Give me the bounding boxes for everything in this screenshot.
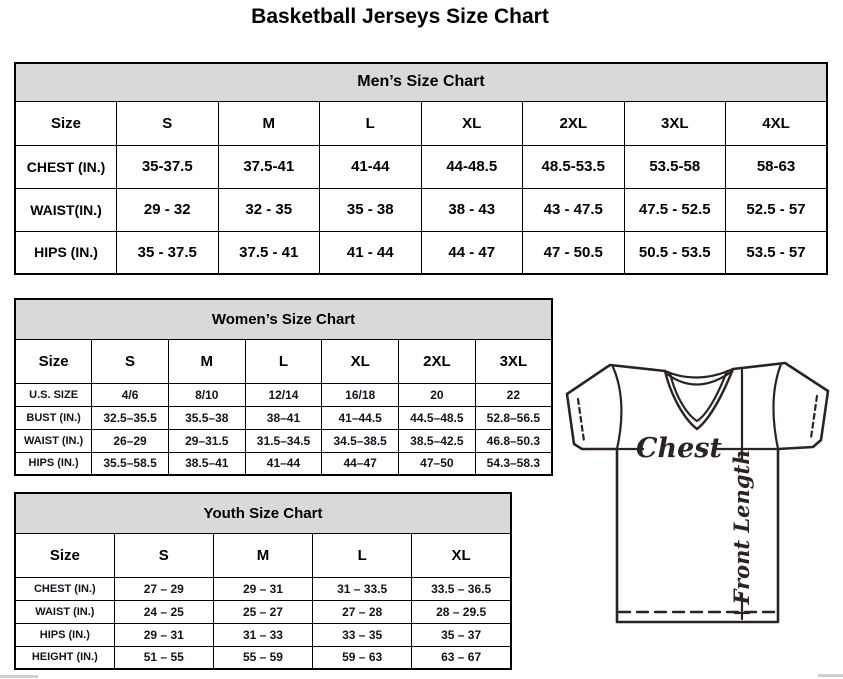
row-label: U.S. SIZE: [15, 383, 92, 406]
youth-size-table: [14, 492, 512, 670]
cell: 48.5-53.5: [523, 145, 625, 188]
cell: 44–47: [322, 452, 399, 475]
row-label: CHEST (IN.): [15, 577, 114, 600]
cell: 38–41: [245, 406, 322, 429]
cell: 38 - 43: [421, 188, 523, 231]
row-label: HEIGHT (IN.): [15, 646, 114, 669]
column-header: L: [245, 339, 322, 383]
cell: 35.5–58.5: [92, 452, 169, 475]
header-row: [15, 339, 552, 383]
table-row: [15, 383, 552, 406]
cell: 47 - 50.5: [523, 231, 625, 274]
cell: 12/14: [245, 383, 322, 406]
header-row: [15, 101, 827, 145]
column-header: 3XL: [624, 101, 726, 145]
column-header: M: [218, 101, 320, 145]
cell: 41 - 44: [320, 231, 422, 274]
row-label: BUST (IN.): [15, 406, 92, 429]
table-row: [15, 145, 827, 188]
cell: 31 – 33: [213, 623, 312, 646]
row-label: HIPS (IN.): [15, 623, 114, 646]
table-row: [15, 429, 552, 452]
page-title: Basketball Jerseys Size Chart: [251, 5, 549, 28]
cell: 38.5–41: [168, 452, 245, 475]
column-header: 4XL: [726, 101, 828, 145]
row-label: WAIST(IN.): [15, 188, 117, 231]
jersey-measurement-diagram: [556, 358, 843, 630]
row-label: HIPS (IN.): [15, 231, 117, 274]
column-header: S: [117, 101, 219, 145]
row-label: HIPS (IN.): [15, 452, 92, 475]
cell: 20: [399, 383, 476, 406]
bottom-right-scrollbar-fragment: [818, 674, 843, 677]
column-header: L: [320, 101, 422, 145]
womens-size-table: [14, 298, 553, 476]
cell: 27 – 28: [313, 600, 412, 623]
column-header: M: [213, 533, 312, 577]
cell: 43 - 47.5: [523, 188, 625, 231]
column-header: XL: [421, 101, 523, 145]
cell: 53.5 - 57: [726, 231, 828, 274]
left-armhole-seam: [613, 367, 621, 449]
cell: 32 - 35: [218, 188, 320, 231]
cell: 35 - 38: [320, 188, 422, 231]
cell: 26–29: [92, 429, 169, 452]
table-row: [15, 188, 827, 231]
cell: 47.5 - 52.5: [624, 188, 726, 231]
cell: 54.3–58.3: [475, 452, 552, 475]
table-row: [15, 577, 511, 600]
row-label: WAIST (IN.): [15, 600, 114, 623]
right-armhole-seam: [773, 364, 781, 449]
cell: 37.5-41: [218, 145, 320, 188]
cell: 16/18: [322, 383, 399, 406]
cell: 31 – 33.5: [313, 577, 412, 600]
column-header: 3XL: [475, 339, 552, 383]
cell: 33.5 – 36.5: [412, 577, 511, 600]
cell: 33 – 35: [313, 623, 412, 646]
cell: 41–44.5: [322, 406, 399, 429]
table-row: [15, 231, 827, 274]
column-header: S: [92, 339, 169, 383]
cell: 34.5–38.5: [322, 429, 399, 452]
cell: 8/10: [168, 383, 245, 406]
cell: 41–44: [245, 452, 322, 475]
table-row: [15, 406, 552, 429]
column-header: XL: [412, 533, 511, 577]
cell: 31.5–34.5: [245, 429, 322, 452]
cell: 55 – 59: [213, 646, 312, 669]
column-header: Size: [15, 101, 117, 145]
cell: 44 - 47: [421, 231, 523, 274]
mens-chart-title: Men’s Size Chart: [15, 63, 827, 101]
cell: 25 – 27: [213, 600, 312, 623]
cell: 38.5–42.5: [399, 429, 476, 452]
left-cuff-dashed-line: [578, 399, 584, 441]
cell: 27 – 29: [114, 577, 213, 600]
column-header: XL: [322, 339, 399, 383]
row-label: WAIST (IN.): [15, 429, 92, 452]
cell: 46.8–50.3: [475, 429, 552, 452]
bottom-left-scrollbar-fragment: [0, 675, 38, 678]
cell: 50.5 - 53.5: [624, 231, 726, 274]
table-row: [15, 600, 511, 623]
front-length-label: Front Length: [729, 449, 754, 605]
cell: 35-37.5: [117, 145, 219, 188]
cell: 41-44: [320, 145, 422, 188]
cell: 24 – 25: [114, 600, 213, 623]
column-header: Size: [15, 339, 92, 383]
table-row: [15, 646, 511, 669]
cell: 51 – 55: [114, 646, 213, 669]
table-row: [15, 623, 511, 646]
cell: 58-63: [726, 145, 828, 188]
column-header: L: [313, 533, 412, 577]
cell: 35 - 37.5: [117, 231, 219, 274]
cell: 52.8–56.5: [475, 406, 552, 429]
cell: 29 - 32: [117, 188, 219, 231]
womens-chart-title: Women’s Size Chart: [15, 299, 552, 339]
jersey-outline: [567, 363, 828, 622]
right-cuff-dashed-line: [811, 396, 817, 438]
cell: 35.5–38: [168, 406, 245, 429]
cell: 4/6: [92, 383, 169, 406]
row-label: CHEST (IN.): [15, 145, 117, 188]
mens-size-table: [14, 62, 828, 275]
column-header: 2XL: [399, 339, 476, 383]
cell: 59 – 63: [313, 646, 412, 669]
cell: 29 – 31: [114, 623, 213, 646]
cell: 35 – 37: [412, 623, 511, 646]
cell: 37.5 - 41: [218, 231, 320, 274]
cell: 63 – 67: [412, 646, 511, 669]
cell: 29–31.5: [168, 429, 245, 452]
cell: 47–50: [399, 452, 476, 475]
cell: 29 – 31: [213, 577, 312, 600]
cell: 44-48.5: [421, 145, 523, 188]
cell: 22: [475, 383, 552, 406]
column-header: Size: [15, 533, 114, 577]
table-row: [15, 452, 552, 475]
header-row: [15, 533, 511, 577]
column-header: 2XL: [523, 101, 625, 145]
cell: 44.5–48.5: [399, 406, 476, 429]
cell: 52.5 - 57: [726, 188, 828, 231]
youth-chart-title: Youth Size Chart: [15, 493, 511, 533]
cell: 32.5–35.5: [92, 406, 169, 429]
cell: 53.5-58: [624, 145, 726, 188]
cell: 28 – 29.5: [412, 600, 511, 623]
chest-label: Chest: [636, 433, 722, 464]
column-header: M: [168, 339, 245, 383]
column-header: S: [114, 533, 213, 577]
